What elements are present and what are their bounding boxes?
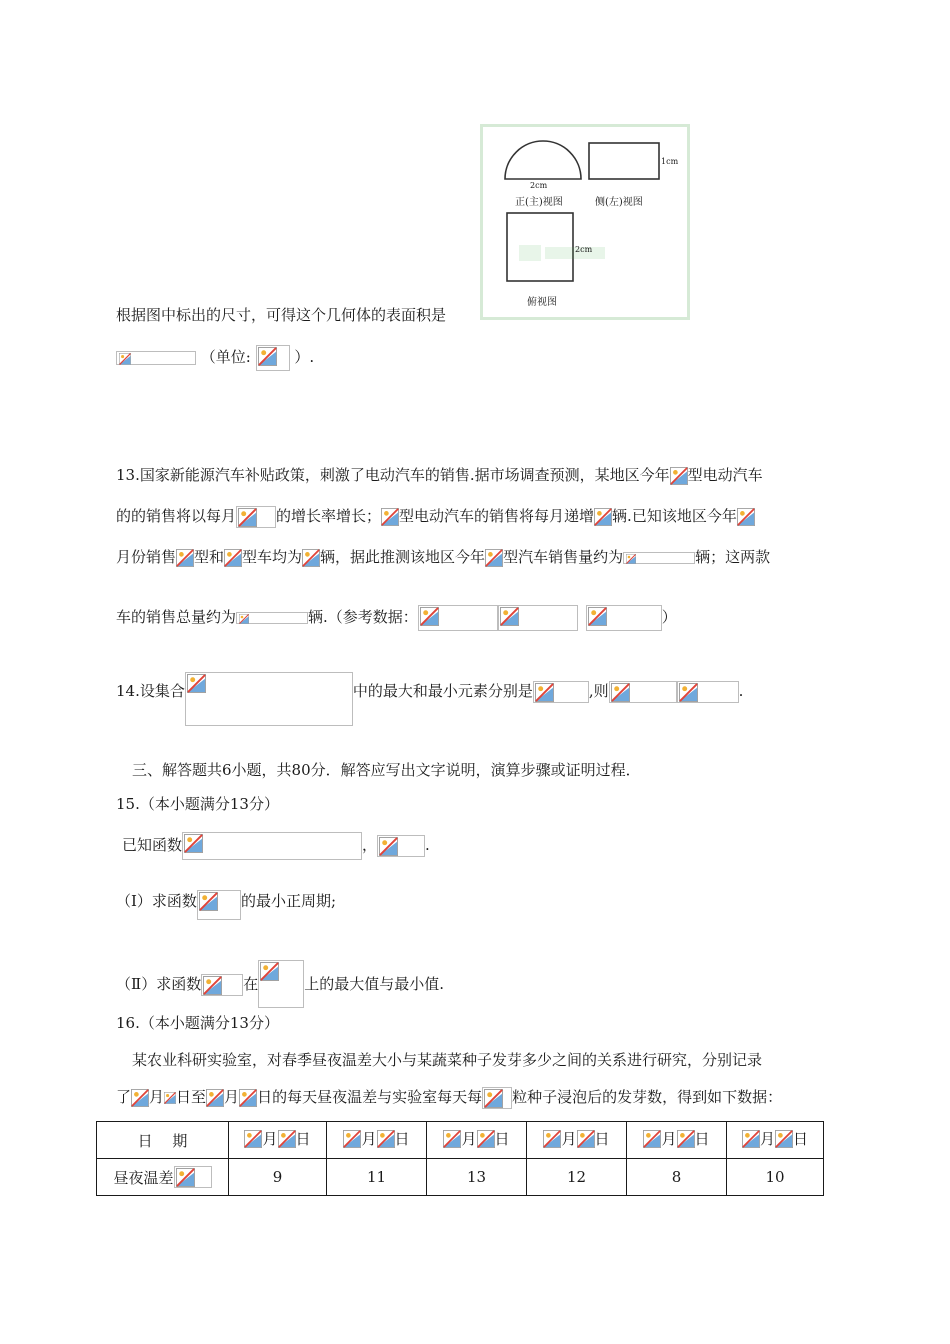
front-view-semicircle (505, 141, 581, 179)
image-placeholder-icon (543, 1130, 561, 1148)
row-label-cell (97, 1159, 229, 1196)
q15-text: 已知函数 (122, 836, 183, 854)
value-cell: 13 (427, 1159, 527, 1196)
reference-data-image-2 (498, 605, 578, 631)
answer-blank (623, 552, 695, 564)
side-dim: 1cm (661, 157, 679, 166)
side-view-rect (589, 143, 659, 179)
q16-line1: 某农业科研实验室，对春季昼夜温差大小与某蔬菜种子发芽多少之间的关系进行研究，分别记录 (132, 1051, 763, 1069)
image-placeholder-icon (302, 549, 320, 567)
q13-text: ） (661, 608, 677, 626)
image-placeholder-icon (184, 834, 203, 853)
image-placeholder-icon (260, 962, 279, 981)
domain-image (377, 835, 425, 857)
month-char: 月 (759, 1130, 775, 1149)
image-placeholder-icon (239, 1089, 257, 1107)
image-placeholder-icon (244, 1130, 262, 1148)
top-label: 俯视图 (527, 297, 557, 308)
q12-text: 根据图中标出的尺寸，可得这个几何体的表面积是 (116, 306, 447, 324)
image-placeholder-icon (238, 614, 250, 624)
top-dim: 2cm (575, 245, 593, 254)
formula-image (677, 681, 739, 703)
front-label: 正(主)视图 (515, 197, 563, 208)
formula-image (482, 1087, 512, 1109)
q16-text: 日的每天昼夜温差与实验室每天每 (257, 1088, 483, 1106)
section-3-heading: 三、解答题共6小题，共80分．解答应写出文字说明，演算步骤或证明过程． (132, 761, 641, 779)
formula-image (609, 681, 677, 703)
row-label: 昼夜温差 (113, 1168, 174, 1187)
q13-line1 (116, 464, 763, 486)
image-placeholder-icon (420, 607, 439, 626)
image-placeholder-icon (377, 1130, 395, 1148)
image-placeholder-icon (118, 353, 132, 365)
three-view-drawing (483, 127, 687, 317)
reference-data-image-1 (418, 605, 498, 631)
q15-text: 上的最大值与最小值. (304, 975, 444, 993)
set-definition-image (185, 672, 353, 726)
table-header-row (97, 1122, 824, 1159)
image-placeholder-icon (677, 1130, 695, 1148)
image-placeholder-icon (679, 683, 698, 702)
image-placeholder-icon (176, 549, 194, 567)
image-placeholder-icon (278, 1130, 296, 1148)
q13-text: 型汽车销售量约为 (503, 548, 624, 566)
q14-line (116, 680, 743, 726)
date-cell (427, 1122, 527, 1159)
value-cell: 8 (627, 1159, 727, 1196)
table-header-label: 日 期 (97, 1122, 229, 1159)
q15-text: 在 (243, 975, 259, 993)
date-cell (627, 1122, 727, 1159)
date-cell (527, 1122, 627, 1159)
q15-text: . (425, 836, 430, 854)
q13-text: 13.国家新能源汽车补贴政策，刺激了电动汽车的销售.据市场调查预测，某地区今年 (116, 466, 670, 484)
data-table (96, 1121, 824, 1196)
image-placeholder-icon (577, 1130, 595, 1148)
day-char: 日 (295, 1130, 311, 1149)
day-char: 日 (594, 1130, 610, 1149)
image-placeholder-icon (224, 549, 242, 567)
q15-part1 (116, 890, 336, 920)
q13-text: 辆.（参考数据： (308, 608, 418, 626)
q13-text: 的的销售将以每月 (116, 507, 237, 525)
image-placeholder-icon (343, 1130, 361, 1148)
image-placeholder-icon (443, 1130, 461, 1148)
answer-blank (236, 612, 308, 624)
q16-text: 了 (116, 1088, 132, 1106)
value-cell: 9 (229, 1159, 327, 1196)
q15-text: （Ⅱ）求函数 (116, 975, 202, 993)
image-placeholder-icon (379, 837, 398, 856)
unit-suffix: ）. (294, 348, 315, 366)
function-definition-image (182, 832, 362, 860)
unit-prefix: （单位: (200, 348, 251, 366)
q15-given (122, 832, 430, 860)
image-placeholder-icon (238, 508, 257, 527)
table-row (97, 1159, 824, 1196)
q15-text: ， (362, 836, 378, 854)
formula-image (533, 681, 589, 703)
image-placeholder-icon (625, 554, 637, 564)
q13-text: 型和 (194, 548, 225, 566)
function-name-image (201, 974, 243, 996)
q15-part2 (116, 960, 444, 996)
month-char: 月 (661, 1130, 677, 1149)
q16-text: 粒种子浸泡后的发芽数，得到如下数据： (512, 1088, 783, 1106)
image-placeholder-icon (131, 1089, 149, 1107)
q14-text: 的最大和最小元素分别是 (367, 682, 533, 700)
month-char: 月 (561, 1130, 577, 1149)
q13-text: 型车均为 (242, 548, 303, 566)
image-placeholder-icon (176, 1168, 195, 1187)
formula-image (236, 506, 276, 528)
q13-text: 的增长率增长； (276, 507, 382, 525)
image-placeholder-icon (258, 347, 277, 366)
q13-text: 型电动汽车 (687, 466, 763, 484)
image-placeholder-icon (611, 683, 630, 702)
image-placeholder-icon (206, 1089, 224, 1107)
image-placeholder-icon (187, 674, 206, 693)
image-placeholder-icon (742, 1130, 760, 1148)
day-char: 日 (694, 1130, 710, 1149)
q12-line1 (116, 304, 446, 326)
front-dim: 2cm (530, 181, 548, 190)
q15-title: 15.（本小题满分13分） (116, 795, 279, 813)
q13-text: 辆；这两款 (695, 548, 771, 566)
month-char: 月 (262, 1130, 278, 1149)
image-placeholder-icon (670, 467, 688, 485)
reference-data-image-3 (586, 605, 662, 631)
three-view-figure (480, 124, 690, 320)
month-char: 月 (461, 1130, 477, 1149)
q15-text: 的最小正周期; (240, 892, 336, 910)
q13-text: 辆.已知该地区今年 (612, 507, 737, 525)
q13-text: 车的销售总量约为 (116, 608, 237, 626)
q14-text: ,则 (588, 682, 609, 700)
image-placeholder-icon (643, 1130, 661, 1148)
answer-blank (116, 351, 196, 365)
image-placeholder-icon (164, 1089, 176, 1107)
image-placeholder-icon (477, 1130, 495, 1148)
q16-text: 日至 (176, 1088, 207, 1106)
image-placeholder-icon (775, 1130, 793, 1148)
date-cell (327, 1122, 427, 1159)
q13-text: 辆，据此推测该地区今年 (320, 548, 486, 566)
value-cell: 11 (327, 1159, 427, 1196)
unit-formula-image (256, 345, 290, 371)
image-placeholder-icon (737, 508, 755, 526)
function-name-image (197, 890, 241, 920)
date-cell (229, 1122, 327, 1159)
image-placeholder-icon (500, 607, 519, 626)
q13-line3 (116, 546, 770, 568)
value-cell: 10 (727, 1159, 824, 1196)
q15-text: （Ⅰ）求函数 (116, 892, 197, 910)
q16-text: 月 (149, 1088, 165, 1106)
q14-text: 中 (352, 682, 368, 700)
date-cell (727, 1122, 824, 1159)
q16-text: 月 (224, 1088, 240, 1106)
q13-text: 型电动汽车的销售将每月递增 (399, 507, 595, 525)
q13-line2 (116, 505, 755, 528)
interval-image (258, 960, 304, 1008)
formula-image (174, 1166, 212, 1188)
day-char: 日 (394, 1130, 410, 1149)
q16-title: 16.（本小题满分13分） (116, 1014, 279, 1032)
q16-line2 (116, 1086, 782, 1109)
image-placeholder-icon (203, 976, 222, 995)
image-placeholder-icon (199, 892, 218, 911)
day-char: 日 (793, 1130, 809, 1149)
day-char: 日 (494, 1130, 510, 1149)
month-char: 月 (361, 1130, 377, 1149)
image-placeholder-icon (381, 508, 399, 526)
image-placeholder-icon (535, 683, 554, 702)
image-placeholder-icon (484, 1089, 503, 1108)
value-cell: 12 (527, 1159, 627, 1196)
q13-text: 月份销售 (116, 548, 177, 566)
q14-text: 14.设集合 (116, 682, 185, 700)
image-placeholder-icon (588, 607, 607, 626)
q14-text: . (738, 682, 744, 700)
q13-line4 (116, 605, 677, 631)
image-placeholder-icon (485, 549, 503, 567)
side-label: 侧(左)视图 (595, 197, 643, 208)
q12-line2 (116, 345, 314, 371)
image-placeholder-icon (594, 508, 612, 526)
